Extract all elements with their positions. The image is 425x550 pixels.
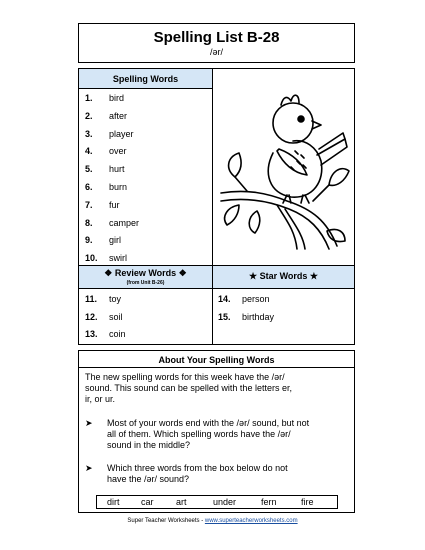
box-word: under [213, 497, 237, 507]
word-text: coin [109, 329, 126, 339]
word-number: 7. [85, 199, 93, 210]
word-text: birthday [242, 311, 275, 322]
word-text: toy [109, 294, 122, 304]
word-box [96, 495, 338, 509]
word-number: 14. [218, 294, 231, 304]
question-line: Which three words from the box below do not [107, 463, 288, 473]
intro-line: The new spelling words for this week have the /ər/ [85, 372, 285, 382]
intro-line: ir, or ur. [85, 394, 116, 404]
word-number: 13. [85, 329, 98, 339]
spelling-words-header: Spelling Words [79, 69, 213, 89]
question-line: all of them. Which spelling words have the /ər/ [107, 429, 291, 439]
lower-column-divider [212, 289, 213, 344]
title-box [78, 23, 355, 63]
word-text: bird [109, 93, 125, 103]
footer-prefix: Super Teacher Worksheets - [127, 518, 205, 524]
word-number: 2. [85, 110, 93, 121]
word-text: girl [109, 235, 122, 246]
words-box [78, 68, 355, 345]
box-word: dirt [107, 497, 120, 507]
question-line: Most of your words end with the /ər/ sound, but not [107, 418, 310, 428]
word-text: swirl [109, 253, 127, 264]
word-number: 12. [85, 311, 98, 322]
review-words-title: ❖ Review Words ❖ [104, 268, 187, 278]
arrow-icon: ➤ [85, 418, 93, 428]
word-text: burn [109, 182, 128, 192]
word-text: hurt [109, 164, 125, 175]
arrow-icon: ➤ [85, 463, 93, 473]
question-1 [107, 418, 309, 451]
word-text: fur [109, 199, 120, 210]
word-number: 15. [218, 311, 231, 322]
about-separator [79, 367, 354, 368]
word-number: 10. [85, 253, 98, 264]
word-number: 3. [85, 128, 93, 139]
box-word: car [141, 497, 154, 507]
word-text: over [109, 146, 127, 157]
intro-line: sound. This sound can be spelled with the letters er, [85, 383, 292, 393]
footer [0, 518, 425, 524]
about-box [78, 350, 355, 513]
word-number: 8. [85, 217, 93, 228]
word-number: 4. [85, 146, 93, 157]
question-line: sound in the middle? [107, 440, 191, 450]
box-word: fern [261, 497, 277, 507]
word-number: 11. [85, 294, 98, 304]
review-words-subtitle: (from Unit B-26) [126, 280, 165, 286]
word-number: 5. [85, 164, 93, 175]
footer-link[interactable]: www.superteacherworksheets.com [204, 518, 298, 524]
question-line: have the /ər/ sound? [107, 474, 190, 484]
bird-illustration [217, 81, 353, 256]
about-intro [85, 372, 292, 405]
word-text: player [109, 128, 134, 139]
about-title: About Your Spelling Words [158, 355, 275, 365]
word-number: 1. [85, 93, 93, 103]
word-text: soil [109, 311, 123, 322]
word-text: after [109, 110, 128, 121]
phoneme-label: /ər/ [209, 47, 223, 57]
word-number: 9. [85, 235, 93, 246]
word-text: camper [109, 217, 140, 228]
box-word: art [176, 497, 187, 507]
box-word: fire [301, 497, 314, 507]
word-text: person [242, 294, 270, 304]
review-words-header [79, 266, 213, 289]
word-number: 6. [85, 182, 93, 192]
page-title: Spelling List B-28 [153, 29, 280, 46]
question-2 [107, 463, 288, 485]
column-divider [212, 69, 213, 265]
star-words-header: ★ Star Words ★ [213, 266, 354, 289]
